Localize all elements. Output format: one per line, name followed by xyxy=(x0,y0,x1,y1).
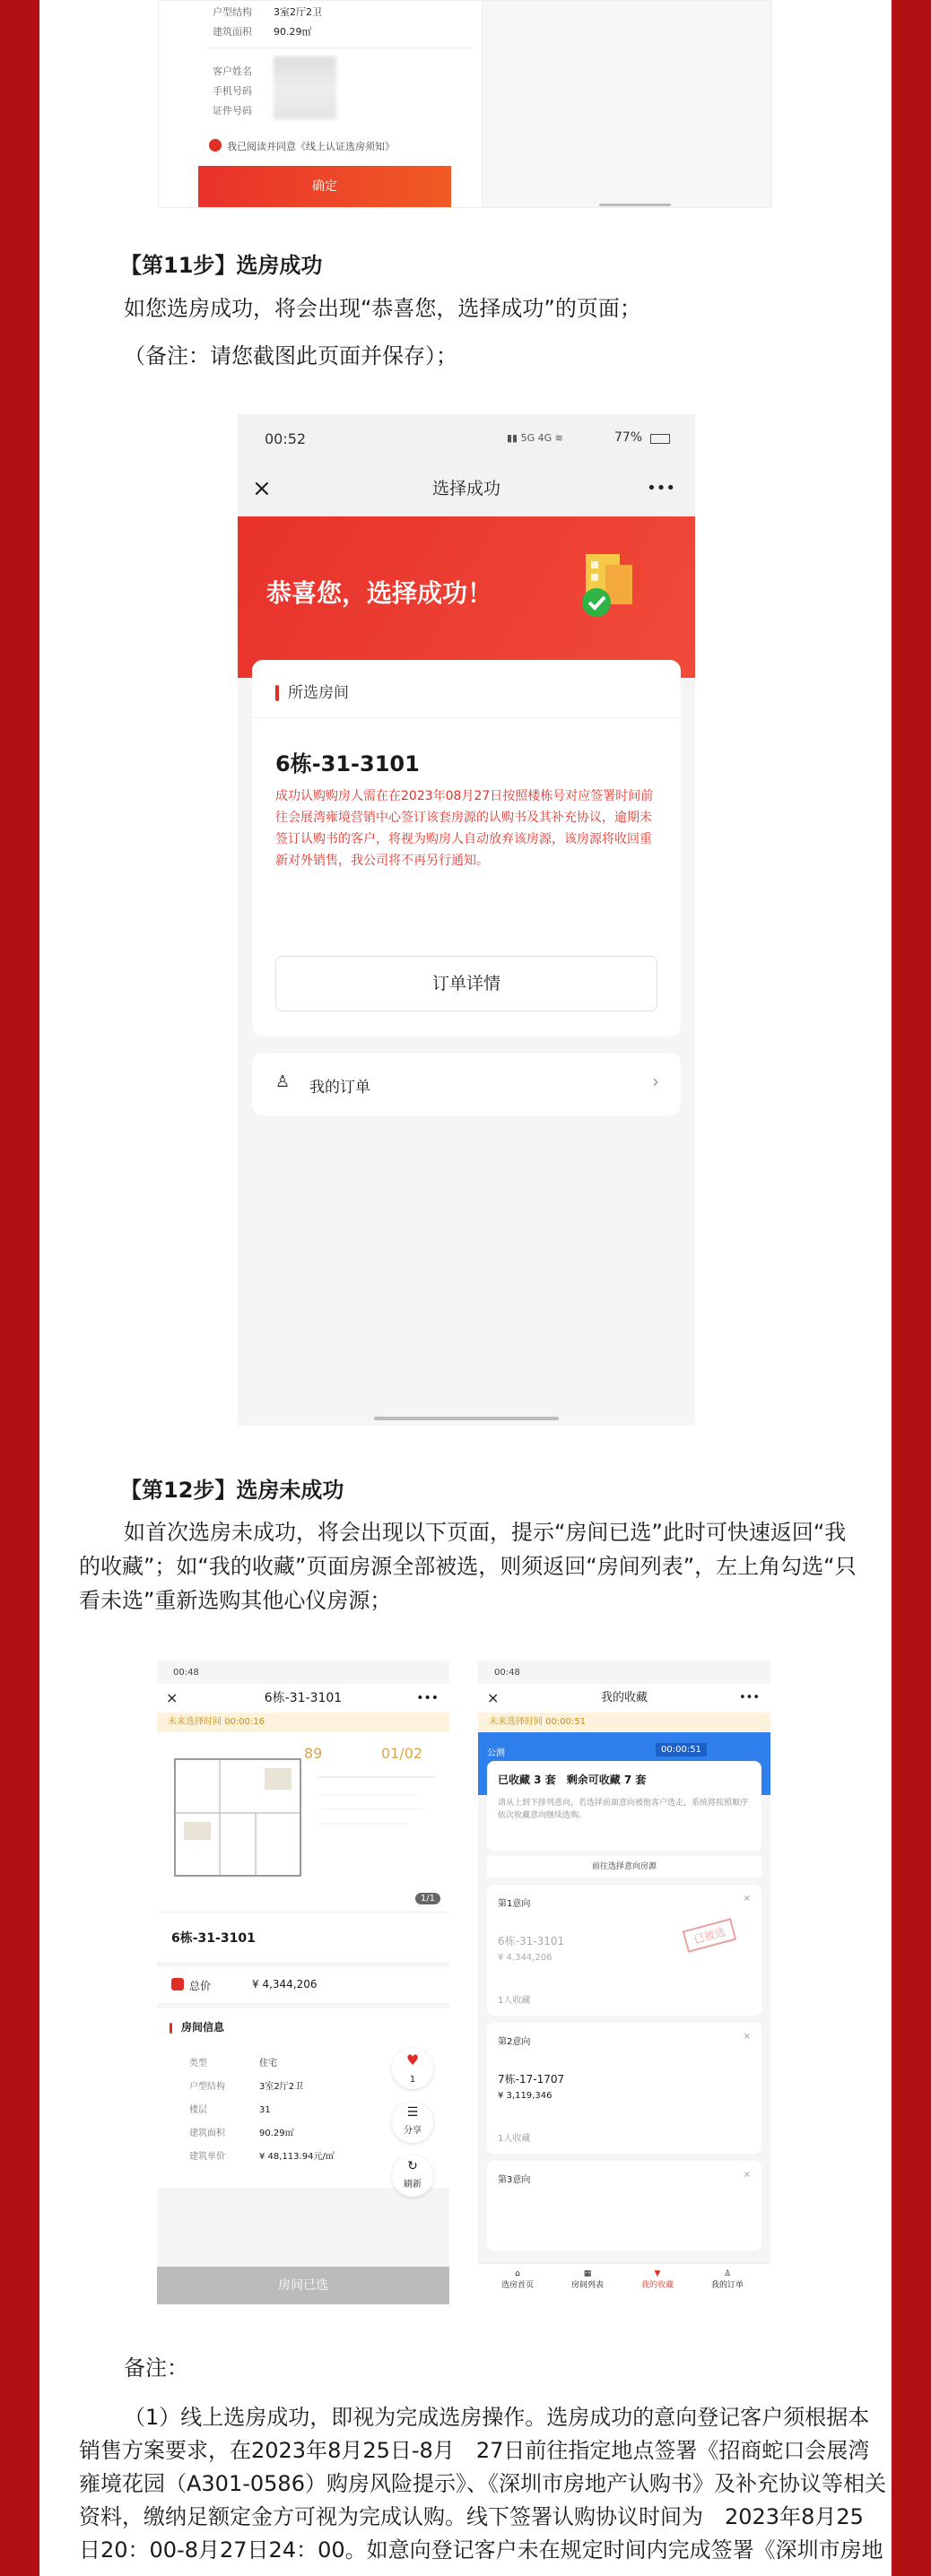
signal-icons: ▮▮ 5G 4G ≋ xyxy=(507,432,563,444)
more-icon[interactable]: ••• xyxy=(647,479,675,498)
header-tag: 公测 xyxy=(487,1748,505,1758)
price-value: ¥ 4,344,206 xyxy=(252,1978,318,1991)
remarks-line2: 销售方案要求，在2023年8月25日-8月 27日前往指定地点签署《招商蛇口会展湾 xyxy=(79,2438,870,2463)
page-content xyxy=(39,0,892,2576)
remarks-line1: （1）线上选房成功，即视为完成选房操作。选房成功的意向登记客户须根据本 xyxy=(124,2405,870,2430)
favorite-item[interactable] xyxy=(487,1885,761,2016)
close-icon[interactable]: × xyxy=(166,1689,178,1706)
header-timer: 00:00:51 xyxy=(656,1743,707,1756)
row2-value: 90.29㎡ xyxy=(274,26,312,38)
info-row-label: 建筑面积 xyxy=(189,2129,225,2138)
room-title-row xyxy=(157,1912,449,1962)
list-icon: ☰ xyxy=(406,2105,419,2120)
item-count: 1人收藏 xyxy=(498,2134,531,2144)
info-row-value: ¥ 48,113.94元/㎡ xyxy=(259,2152,335,2162)
nav-title: 我的收藏 xyxy=(600,1691,648,1704)
agree-checkbox[interactable] xyxy=(209,139,222,152)
room-selected-button[interactable]: 房间已选 xyxy=(157,2267,449,2304)
countdown-bar: 未来选择时间 00:00:51 xyxy=(478,1713,770,1732)
divider xyxy=(252,717,681,718)
favorite-count: 1 xyxy=(409,2075,416,2085)
heart-icon: ♥ xyxy=(405,2051,420,2069)
tab-room-list-label: 房间列表 xyxy=(570,2281,604,2290)
remarks-line3: 雍境花园（A301-0586）购房风险提示》、《深圳市房地产认购书》及补充协议等相关 xyxy=(79,2471,886,2496)
info-row-label: 户型结构 xyxy=(189,2082,225,2092)
item-room: 6栋-31-3101 xyxy=(498,1935,565,1947)
top-form-screenshot xyxy=(158,0,490,208)
favorites-screenshot xyxy=(478,1661,770,2304)
top-right-screenshot xyxy=(482,0,772,208)
remarks-line5: 日20：00-8月27日24：00。如意向登记客户未在规定时间内完成签署《深圳市房地 xyxy=(79,2537,883,2563)
remove-icon[interactable]: × xyxy=(743,1894,751,1904)
info-row xyxy=(189,2078,335,2102)
refresh-button[interactable] xyxy=(392,2155,433,2197)
room-number: 6栋-31-3101 xyxy=(275,751,420,776)
signing-notice: 成功认购购房人需在在2023年08月27日按照楼栋号对应签署时间前往会展湾雍境营销中心签订该套房源的认购书及其补充协议，逾期未签订认购书的客户，将视为购房人自动放弃该房源，该房源将收回重新对外销售，我公司将不再另行通知。 xyxy=(275,789,654,868)
row4-label: 手机号码 xyxy=(213,85,252,97)
close-icon[interactable]: × xyxy=(252,475,272,502)
item-rank: 第1意向 xyxy=(498,1899,531,1909)
item-room: 7栋-17-1707 xyxy=(498,2073,565,2086)
floorplan-image[interactable] xyxy=(157,1732,449,1912)
info-row xyxy=(189,2102,335,2125)
order-detail-button[interactable]: 订单详情 xyxy=(275,956,657,1011)
section-label-text: 所选房间 xyxy=(288,684,349,702)
step11-line1: 如您选房成功，将会出现“恭喜您，选择成功”的页面； xyxy=(124,296,641,321)
info-row xyxy=(189,2125,335,2148)
step11-line2: （备注：请您截图此页面并保存）； xyxy=(124,343,457,369)
agree-text: 我已阅读并同意《线上认证选房须知》 xyxy=(227,141,395,152)
section-marker xyxy=(170,2023,172,2034)
status-time: 00:48 xyxy=(173,1668,199,1678)
close-icon[interactable]: × xyxy=(487,1689,500,1706)
row3-label: 客户姓名 xyxy=(213,65,252,77)
share-label: 分享 xyxy=(404,2126,422,2136)
step11-heading: 【第11步】选房成功 xyxy=(120,253,323,278)
banner-text: 恭喜您，选择成功！ xyxy=(266,578,493,608)
favorite-button[interactable] xyxy=(392,2048,433,2089)
chevron-right-icon: › xyxy=(652,1071,659,1092)
tab-room-list[interactable]: ▦ 房间列表 xyxy=(570,2269,604,2290)
success-banner xyxy=(238,516,695,678)
info-rows xyxy=(189,2055,335,2172)
nav-title: 选择成功 xyxy=(431,479,500,499)
room-detail-screenshot xyxy=(157,1661,449,2304)
item-price: ¥ 3,119,346 xyxy=(498,2091,553,2101)
more-icon[interactable]: ••• xyxy=(416,1691,439,1705)
my-orders-label: 我的订单 xyxy=(309,1079,370,1097)
bottom-tabbar xyxy=(478,2263,770,2304)
info-row-label: 楼层 xyxy=(189,2105,207,2115)
info-row-value: 90.29㎡ xyxy=(259,2129,294,2138)
add-more-link[interactable]: 前往选择意向房源 xyxy=(487,1856,761,1878)
confirm-button[interactable]: 确定 xyxy=(198,166,451,207)
plan-number: 01/02 xyxy=(381,1745,423,1762)
room-number: 6栋-31-3101 xyxy=(171,1931,256,1946)
price-label: 总价 xyxy=(189,1980,212,1992)
image-page-indicator: 1/1 xyxy=(415,1893,440,1904)
home-indicator xyxy=(599,204,671,206)
user-icon: ♙ xyxy=(275,1072,291,1091)
item-rank: 第3意向 xyxy=(498,2175,531,2185)
step12-line1: 如首次选房未成功，将会出现以下页面，提示“房间已选”此时可快速返回“我 xyxy=(124,1520,847,1545)
nav-bar xyxy=(157,1684,449,1713)
remarks-heading: 备注： xyxy=(124,2355,188,2381)
success-screenshot xyxy=(238,414,695,1426)
status-time: 00:48 xyxy=(494,1668,520,1678)
nav-bar xyxy=(238,461,695,516)
plan-area: 89 xyxy=(304,1745,323,1762)
refresh-label: 刷新 xyxy=(404,2180,422,2190)
summary-tip: 请从上到下排列意向，若选择前面意向被他客户选走，系统将按照顺序依次收藏意向继续选购。 xyxy=(498,1799,749,1820)
item-rank: 第2意向 xyxy=(498,2037,531,2047)
item-count: 1人收藏 xyxy=(498,1996,531,2006)
tab-favorites-label: 我的收藏 xyxy=(640,2281,674,2290)
step12-heading: 【第12步】选房未成功 xyxy=(120,1478,344,1503)
share-button[interactable] xyxy=(392,2102,433,2143)
remove-icon[interactable]: × xyxy=(743,2032,751,2042)
info-row xyxy=(189,2055,335,2078)
battery-icon xyxy=(650,434,670,444)
right-red-border xyxy=(892,0,931,2576)
refresh-icon: ↻ xyxy=(407,2159,418,2173)
step12-line2: 的收藏”；如“我的收藏”页面房源全部被选，则须返回“房间列表”，左上角勾选“只 xyxy=(79,1554,857,1579)
row1-label: 户型结构 xyxy=(213,6,252,18)
section-label xyxy=(275,680,349,702)
info-row xyxy=(189,2148,335,2172)
info-heading-text: 房间信息 xyxy=(181,2021,225,2034)
favorite-item[interactable] xyxy=(487,2161,761,2251)
blurred-personal-info xyxy=(274,56,336,119)
remarks-line4: 资料，缴纳足额定金方可视为完成认购。线下签署认购协议时间为 2023年8月25 xyxy=(79,2504,864,2529)
step12-line3: 看未选”重新选购其他心仪房源； xyxy=(79,1588,392,1613)
info-row-label: 类型 xyxy=(189,2059,207,2069)
left-red-border xyxy=(0,0,39,2576)
my-orders-row[interactable] xyxy=(252,1053,681,1115)
tab-home-label: 选房首页 xyxy=(500,2281,534,2290)
countdown-bar: 未来选择时间 00:00:16 xyxy=(157,1713,449,1732)
more-icon[interactable]: ••• xyxy=(738,1691,760,1704)
info-heading xyxy=(170,2019,224,2034)
row1-value: 3室2厅2卫 xyxy=(274,6,322,18)
nav-bar xyxy=(478,1684,770,1713)
info-row-value: 31 xyxy=(259,2105,271,2115)
section-marker xyxy=(275,685,279,701)
price-icon xyxy=(171,1978,184,1991)
info-row-label: 建筑单价 xyxy=(189,2152,225,2162)
sold-stamp: 已被选 xyxy=(683,1918,737,1953)
tab-home[interactable]: ⌂ 选房首页 xyxy=(500,2269,534,2290)
row2-label: 建筑面积 xyxy=(213,26,252,38)
row5-label: 证件号码 xyxy=(213,105,252,117)
info-row-value: 3室2厅2卫 xyxy=(259,2082,304,2092)
remove-icon[interactable]: × xyxy=(743,2170,751,2180)
room-card xyxy=(252,660,681,1036)
item-price: ¥ 4,344,206 xyxy=(498,1953,553,1963)
tab-my-orders[interactable]: ♙ 我的订单 xyxy=(710,2269,744,2290)
price-row xyxy=(157,1967,449,2003)
favorite-item[interactable] xyxy=(487,2023,761,2154)
summary-text: 已收藏 3 套 剩余可收藏 7 套 xyxy=(498,1774,647,1786)
nav-title: 6栋-31-3101 xyxy=(264,1691,343,1705)
status-time: 00:52 xyxy=(265,430,307,447)
tab-my-orders-label: 我的订单 xyxy=(710,2281,744,2290)
status-bar xyxy=(238,414,695,461)
home-indicator xyxy=(374,1417,559,1420)
favorites-summary xyxy=(487,1761,761,1851)
info-row-value: 住宅 xyxy=(259,2059,277,2069)
tab-favorites[interactable]: ▼ 我的收藏 xyxy=(640,2269,674,2290)
battery-level: 77% xyxy=(614,430,643,445)
building-success-icon xyxy=(570,545,645,620)
